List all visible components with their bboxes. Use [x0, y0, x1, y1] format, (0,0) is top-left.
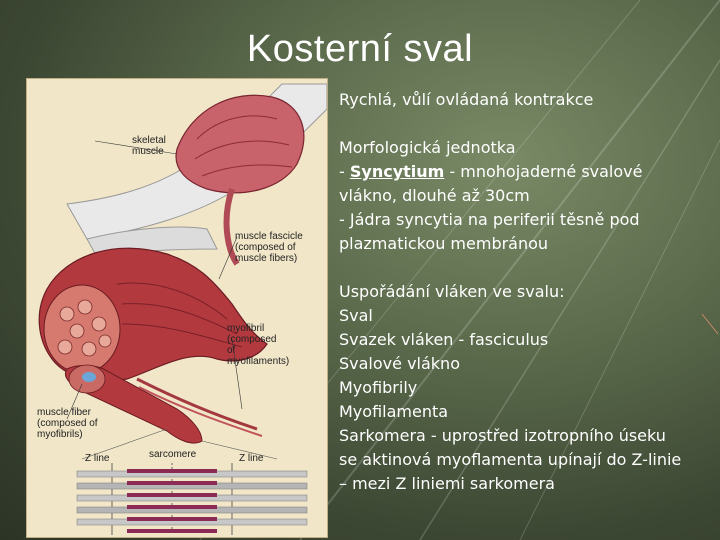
- list-item: se aktinová myoflamenta upínají do Z-linie: [339, 450, 682, 469]
- syncytium-term: Syncytium: [349, 162, 445, 181]
- label-sarcomere: sarcomere: [149, 449, 197, 460]
- text-syncytium-line: - Syncytium - mnohojaderné svalové: [339, 162, 643, 181]
- label-muscle-fiber: muscle fiber (composed of myofibrils): [37, 407, 98, 440]
- muscle-structure-illustration: [26, 78, 328, 538]
- text-nuclei-line1: - Jádra syncytia na periferii těsně pod: [339, 210, 640, 229]
- list-item: Sarkomera - uprostřed izotropního úseku: [339, 426, 666, 445]
- text-contraction: Rychlá, vůlí ovládaná kontrakce: [339, 90, 594, 109]
- decorative-line: [700, 312, 720, 336]
- text-arrangement-heading: Uspořádání vláken ve svalu:: [339, 282, 565, 301]
- text-morph-heading: Morfologická jednotka: [339, 138, 516, 157]
- list-item: – mezi Z liniemi sarkomera: [339, 474, 555, 493]
- list-item: Sval: [339, 306, 373, 325]
- label-z-line-right: Z line: [239, 453, 264, 464]
- muscle-diagram: [27, 79, 327, 537]
- label-z-line-left: Z line: [85, 453, 110, 464]
- list-item: Svalové vlákno: [339, 354, 460, 373]
- slide-title: Kosterní sval: [246, 28, 474, 70]
- list-item: Myofibrily: [339, 378, 418, 397]
- label-muscle-fascicle: muscle fascicle (composed of muscle fibers): [235, 231, 303, 264]
- text-nuclei-line2: plazmatickou membránou: [339, 234, 549, 253]
- text-syncytium-line2: vlákno, dlouhé až 30cm: [339, 186, 530, 205]
- label-skeletal-muscle: skeletal muscle: [132, 135, 166, 157]
- slide-body-text: [339, 88, 717, 496]
- list-item: Svazek vláken - fasciculus: [339, 330, 549, 349]
- list-item: Myofilamenta: [339, 402, 449, 421]
- label-myofibril: myofibril (composed of myofilaments): [227, 323, 290, 367]
